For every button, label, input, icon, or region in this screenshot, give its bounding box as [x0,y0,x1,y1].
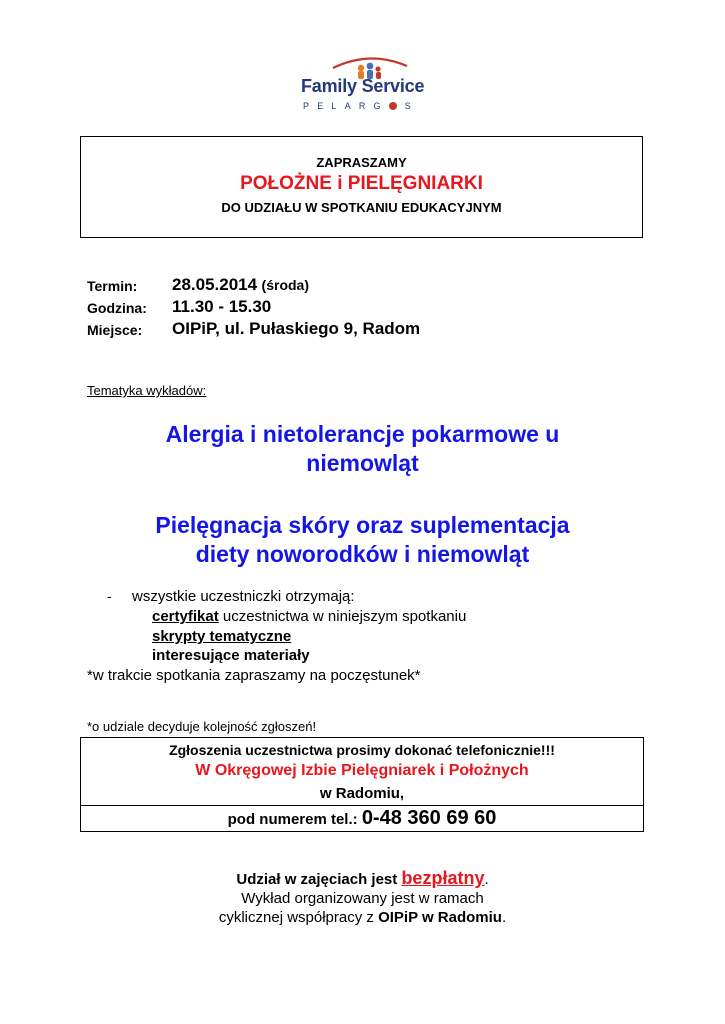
phone-number: 0-48 360 69 60 [361,807,497,829]
godzina-value: 11.30 - 15.30 [172,297,272,316]
benefit-item-materials: interesujące materiały [152,647,310,664]
invite-line-3: DO UDZIAŁU W SPOTKANIU EDUKACYJNYM [221,200,502,215]
termin-label: Termin: [87,278,138,294]
topic-2: Pielęgnacja skóry oraz suplementacja diety noworodków i niemowląt [155,512,570,567]
footer-line-3: cyklicznej współpracy z OIPiP w Radomiu. [218,909,507,926]
godzina-label: Godzina: [87,300,147,316]
logo-subtitle: PELARG S [303,101,419,111]
order-note: *o udziale decyduje kolejność zgłoszeń! [87,719,317,734]
topics-label: Tematyka wykładów: [87,383,207,398]
footer-line-1: Udział w zajęciach jest bezpłatny. [236,868,489,888]
phone-label: pod numerem tel.: [227,811,358,828]
topic-1: Alergia i nietolerancje pokarmowe u niemowląt [165,421,560,476]
invite-line-1: ZAPRASZAMY [316,155,407,170]
logo [295,52,435,120]
termin-note: (środa) [261,277,309,293]
registration-line-2: W Okręgowej Izbie Pielęgniarek i Położnych [195,762,529,779]
bullet-dash: - [107,588,112,604]
phone-row [81,807,643,830]
invite-headline: POŁOŻNE i PIELĘGNIARKI [240,173,483,194]
benefit-item-certificate: certyfikat uczestnictwa w niniejszym spotkaniu [152,608,467,625]
logo-title: Family Service [301,76,425,96]
termin-value: 28.05.2014 [172,275,258,294]
registration-divider [81,805,643,806]
termin-row [172,275,309,295]
logo-dot-icon [389,102,397,110]
registration-box [80,737,644,832]
registration-line-1: Zgłoszenia uczestnictwa prosimy dokonać telefonicznie!!! [169,742,555,758]
invitation-box [80,136,643,238]
footer-line-2: Wykład organizowany jest w ramach [241,890,484,907]
miejsce-value: OIPiP, ul. Pułaskiego 9, Radom [172,319,421,338]
registration-line-3: w Radomiu, [319,785,405,802]
free-highlight: bezpłatny [401,868,485,888]
benefits-intro: wszystkie uczestniczki otrzymają: [132,588,355,605]
miejsce-label: Miejsce: [87,322,143,338]
benefit-item-scripts: skrypty tematyczne [152,628,292,645]
refreshment-note: *w trakcie spotkania zapraszamy na poczęstunek* [87,667,421,684]
